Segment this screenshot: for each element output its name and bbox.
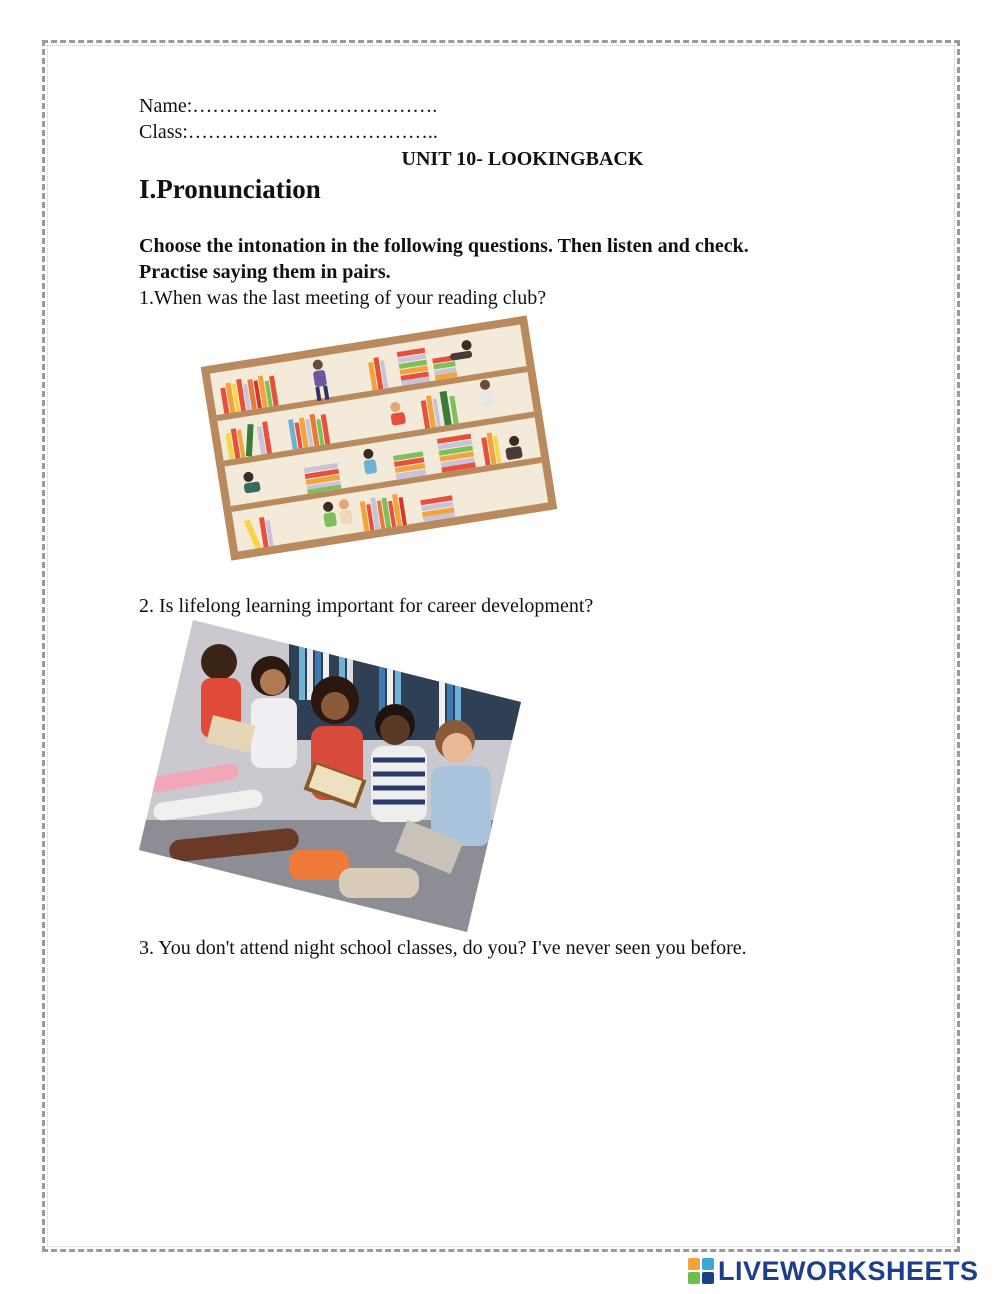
name-field-line: Name:………………………………. [139, 95, 438, 117]
class-field-line: Class:……………………………….. [139, 121, 438, 143]
kids-reading-photo [139, 620, 521, 932]
liveworksheets-logo-icon [688, 1258, 714, 1284]
question-3: 3. You don't attend night school classes, do you? I've never seen you before. [139, 937, 747, 959]
liveworksheets-logo[interactable] [688, 1255, 979, 1287]
unit-title: UNIT 10- LOOKINGBACK [401, 148, 644, 170]
bookshelf-illustration [200, 312, 558, 564]
question-2: 2. Is lifelong learning important for career development? [139, 595, 594, 617]
section-title: I.Pronunciation [139, 174, 321, 204]
liveworksheets-brand-text: LIVEWORKSHEETS [718, 1255, 979, 1286]
instruction-line-1: Choose the intonation in the following questions. Then listen and check. [139, 235, 749, 257]
instruction-line-2: Practise saying them in pairs. [139, 261, 391, 283]
question-1: 1.When was the last meeting of your reading club? [139, 287, 547, 309]
